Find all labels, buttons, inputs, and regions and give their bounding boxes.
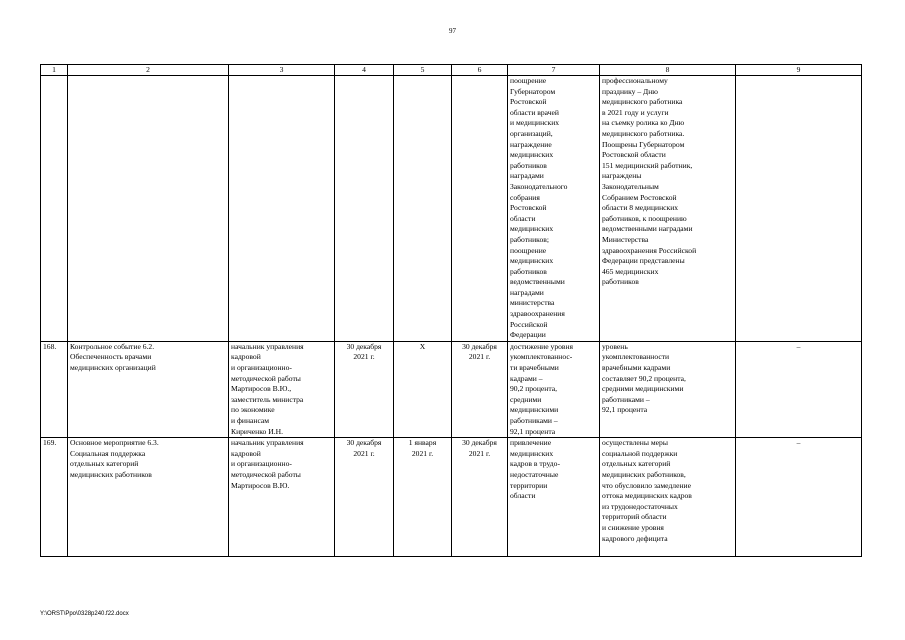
report-table	[40, 64, 862, 557]
col-header-4: 4	[335, 65, 394, 76]
row-date-start: X	[394, 341, 452, 437]
row-number: 168.	[41, 341, 68, 437]
page-number: 97	[449, 27, 456, 35]
col-header-2: 2	[68, 65, 229, 76]
row-expected: достижение уровня укомплектованнос- ти врачебными кадрами – 90,2 процента, средними медицинскими работниками – 92,1 процента	[508, 341, 600, 437]
row-name: Контрольное событие 6.2. Обеспеченность врачами медицинских организаций	[68, 341, 229, 437]
file-path-footer: Y:\ORST\Ppo\0328p240.f22.docx	[40, 611, 129, 617]
table-row	[41, 341, 862, 437]
row-responsible: начальник управления кадровой и организационно- методической работы Мартиросов В.Ю., заместитель министра по экономике и финансам Кириченко И.Н.	[229, 341, 335, 437]
row-date-plan: 30 декабря 2021 г.	[335, 341, 394, 437]
row-note: –	[736, 341, 862, 437]
col-header-7: 7	[508, 65, 600, 76]
continuation-result: профессиональному празднику – Дню медицинского работника в 2021 году и услуги на съемку ролика ко Дню медицинского работника. Поощрены Губернатором Ростовской области 151 медицинский работник, награждены Законодательным Собранием Ростовской области 8 медицинских работников, к поощрению ведомственными наградами Министерства здравоохранения Российской Федерации представлены 465 медицинских работников	[600, 76, 736, 342]
col-header-9: 9	[736, 65, 862, 76]
row-result: уровень укомплектованности врачебными кадрами составляет 90,2 процента, средними медицинскими работниками – 92,1 процента	[600, 341, 736, 437]
row-result: осуществлены меры социальной поддержки отдельных категорий медицинских работников, что обусловило замедление оттока медицинских кадров из трудонедостаточных территорий области и снижение уровня кадрового дефицита	[600, 438, 736, 557]
col-header-8: 8	[600, 65, 736, 76]
col-header-1: 1	[41, 65, 68, 76]
table-row-continuation	[41, 76, 862, 342]
row-date-start: 1 января 2021 г.	[394, 438, 452, 557]
col-header-3: 3	[229, 65, 335, 76]
row-date-end: 30 декабря 2021 г.	[452, 438, 508, 557]
continuation-expected: поощрение Губернатором Ростовской области врачей и медицинских организаций, награждение медицинских работников наградами Законодательного собрания Ростовской области медицинских работников; поощрение медицинских работников ведомственными наградами министерства здравоохранения Российской Федерации	[508, 76, 600, 342]
row-note: –	[736, 438, 862, 557]
col-header-5: 5	[394, 65, 452, 76]
row-expected: привлечение медицинских кадров в трудо- недостаточные территории области	[508, 438, 600, 557]
row-date-end: 30 декабря 2021 г.	[452, 341, 508, 437]
row-number: 169.	[41, 438, 68, 557]
header-row	[41, 65, 862, 76]
row-date-plan: 30 декабря 2021 г.	[335, 438, 394, 557]
row-name: Основное мероприятие 6.3. Социальная поддержка отдельных категорий медицинских работников	[68, 438, 229, 557]
col-header-6: 6	[452, 65, 508, 76]
table-row	[41, 438, 862, 557]
row-responsible: начальник управления кадровой и организационно- методической работы Мартиросов В.Ю.	[229, 438, 335, 557]
